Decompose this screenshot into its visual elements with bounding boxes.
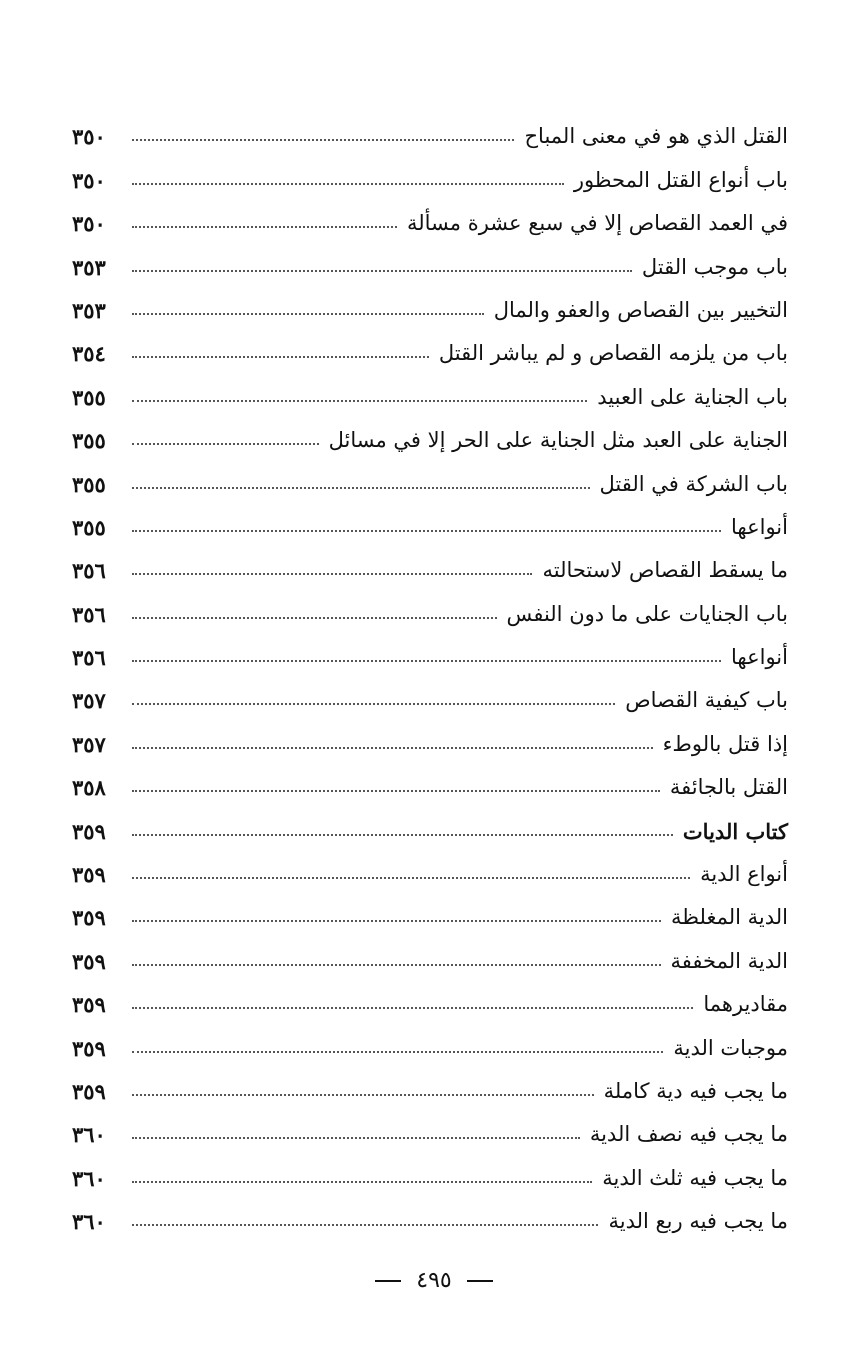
entry-page-number: ٣٥٣ xyxy=(72,254,106,280)
entry-title: في العمد القصاص إلا في سبع عشرة مسألة xyxy=(406,211,788,236)
footer-dash-left xyxy=(375,1280,401,1282)
dot-leader xyxy=(132,660,721,662)
entry-title: باب موجب القتل xyxy=(641,254,788,279)
toc-entry xyxy=(72,327,788,370)
entry-title: باب الجنايات على ما دون النفس xyxy=(506,601,788,626)
entry-title: الدية المخففة xyxy=(670,948,788,973)
entry-page-number: ٣٥٣ xyxy=(72,297,106,323)
toc-entry xyxy=(72,153,788,196)
dot-leader xyxy=(132,183,564,185)
toc-entry xyxy=(72,891,788,934)
entry-page-number: ٣٥٩ xyxy=(72,818,106,844)
toc-entry xyxy=(72,197,788,240)
page-number: ٤٩٥ xyxy=(416,1268,452,1293)
entry-page-number: ٣٥٧ xyxy=(72,688,106,714)
toc-entry xyxy=(72,1195,788,1238)
entry-page-number: ٣٥٠ xyxy=(72,167,106,193)
toc-entry xyxy=(72,1108,788,1151)
entry-page-number: ٣٥٥ xyxy=(72,514,106,540)
entry-page-number: ٣٦٠ xyxy=(72,1165,106,1191)
entry-page-number: ٣٥٥ xyxy=(72,384,106,410)
entry-page-number: ٣٥٨ xyxy=(72,775,106,801)
dot-leader xyxy=(132,573,532,575)
entry-title: ما يسقط القصاص لاستحالته xyxy=(542,558,788,583)
toc-entry xyxy=(72,370,788,413)
entry-page-number: ٣٥٤ xyxy=(72,341,106,367)
dot-leader xyxy=(132,1224,598,1226)
entry-page-number: ٣٥٩ xyxy=(72,1035,106,1061)
toc-entry xyxy=(72,717,788,760)
entry-title: أنواعها xyxy=(731,514,788,539)
toc-entry xyxy=(72,240,788,283)
dot-leader xyxy=(132,487,590,489)
entry-page-number: ٣٥٩ xyxy=(72,862,106,888)
toc-entry xyxy=(72,501,788,544)
toc-entry xyxy=(72,1151,788,1194)
dot-leader xyxy=(132,530,721,532)
entry-title: ما يجب فيه ثلث الدية xyxy=(602,1165,788,1190)
dot-leader xyxy=(132,313,484,315)
table-of-contents xyxy=(72,110,788,1238)
dot-leader xyxy=(132,703,615,705)
entry-title: ما يجب فيه دية كاملة xyxy=(603,1078,788,1103)
toc-entry xyxy=(72,848,788,891)
toc-entry xyxy=(72,934,788,977)
entry-title: أنواع الدية xyxy=(700,862,788,887)
entry-title: القتل الذي هو في معنى المباح xyxy=(524,124,788,149)
dot-leader xyxy=(132,1007,693,1009)
entry-title: إذا قتل بالوطء xyxy=(662,731,788,756)
dot-leader xyxy=(132,617,497,619)
entry-title: باب كيفية القصاص xyxy=(625,688,788,713)
dot-leader xyxy=(132,356,429,358)
entry-title: ما يجب فيه نصف الدية xyxy=(589,1122,788,1147)
entry-page-number: ٣٥٥ xyxy=(72,471,106,497)
dot-leader xyxy=(132,920,661,922)
entry-page-number: ٣٥٩ xyxy=(72,905,106,931)
entry-title: التخيير بين القصاص والعفو والمال xyxy=(493,297,788,322)
toc-entry xyxy=(72,674,788,717)
toc-entry xyxy=(72,631,788,674)
dot-leader xyxy=(132,139,514,141)
toc-entry xyxy=(72,110,788,153)
dot-leader xyxy=(132,226,397,228)
toc-entry xyxy=(72,804,788,847)
entry-title: باب الجناية على العبيد xyxy=(597,384,788,409)
toc-entry xyxy=(72,544,788,587)
entry-title: باب الشركة في القتل xyxy=(599,471,788,496)
entry-page-number: ٣٥٠ xyxy=(72,211,106,237)
dot-leader xyxy=(132,747,653,749)
dot-leader xyxy=(132,443,319,445)
entry-title: موجبات الدية xyxy=(673,1035,788,1060)
dot-leader xyxy=(132,270,632,272)
footer-dash-right xyxy=(467,1280,493,1282)
toc-entry xyxy=(72,978,788,1021)
toc-entry xyxy=(72,587,788,630)
entry-title: الجناية على العبد مثل الجناية على الحر إلا في مسائل xyxy=(328,428,788,453)
entry-title: ما يجب فيه ربع الدية xyxy=(608,1209,788,1234)
entry-page-number: ٣٥٦ xyxy=(72,645,106,671)
entry-page-number: ٣٥٦ xyxy=(72,558,106,584)
dot-leader xyxy=(132,1137,580,1139)
entry-page-number: ٣٥٠ xyxy=(72,124,106,150)
dot-leader xyxy=(132,1051,663,1053)
entry-title: باب من يلزمه القصاص و لم يباشر القتل xyxy=(438,341,788,366)
entry-page-number: ٣٥٧ xyxy=(72,731,106,757)
entry-title: القتل بالجائفة xyxy=(669,775,788,800)
toc-entry xyxy=(72,457,788,500)
entry-title: مقاديرهما xyxy=(703,992,788,1017)
entry-page-number: ٣٥٩ xyxy=(72,992,106,1018)
toc-entry xyxy=(72,284,788,327)
entry-page-number: ٣٥٦ xyxy=(72,601,106,627)
entry-page-number: ٣٦٠ xyxy=(72,1209,106,1235)
dot-leader xyxy=(132,964,661,966)
dot-leader xyxy=(132,400,587,402)
toc-entry xyxy=(72,761,788,804)
entry-title: أنواعها xyxy=(731,645,788,670)
section-heading: كتاب الديات xyxy=(682,818,788,844)
entry-page-number: ٣٥٩ xyxy=(72,948,106,974)
dot-leader xyxy=(132,834,673,836)
entry-page-number: ٣٥٩ xyxy=(72,1078,106,1104)
dot-leader xyxy=(132,1181,592,1183)
entry-title: باب أنواع القتل المحظور xyxy=(573,167,788,192)
dot-leader xyxy=(132,1094,594,1096)
page-footer xyxy=(0,1268,868,1293)
entry-page-number: ٣٦٠ xyxy=(72,1122,106,1148)
dot-leader xyxy=(132,790,660,792)
toc-entry xyxy=(72,1065,788,1108)
entry-page-number: ٣٥٥ xyxy=(72,428,106,454)
entry-title: الدية المغلظة xyxy=(671,905,788,930)
toc-entry xyxy=(72,1021,788,1064)
dot-leader xyxy=(132,877,690,879)
toc-entry xyxy=(72,414,788,457)
